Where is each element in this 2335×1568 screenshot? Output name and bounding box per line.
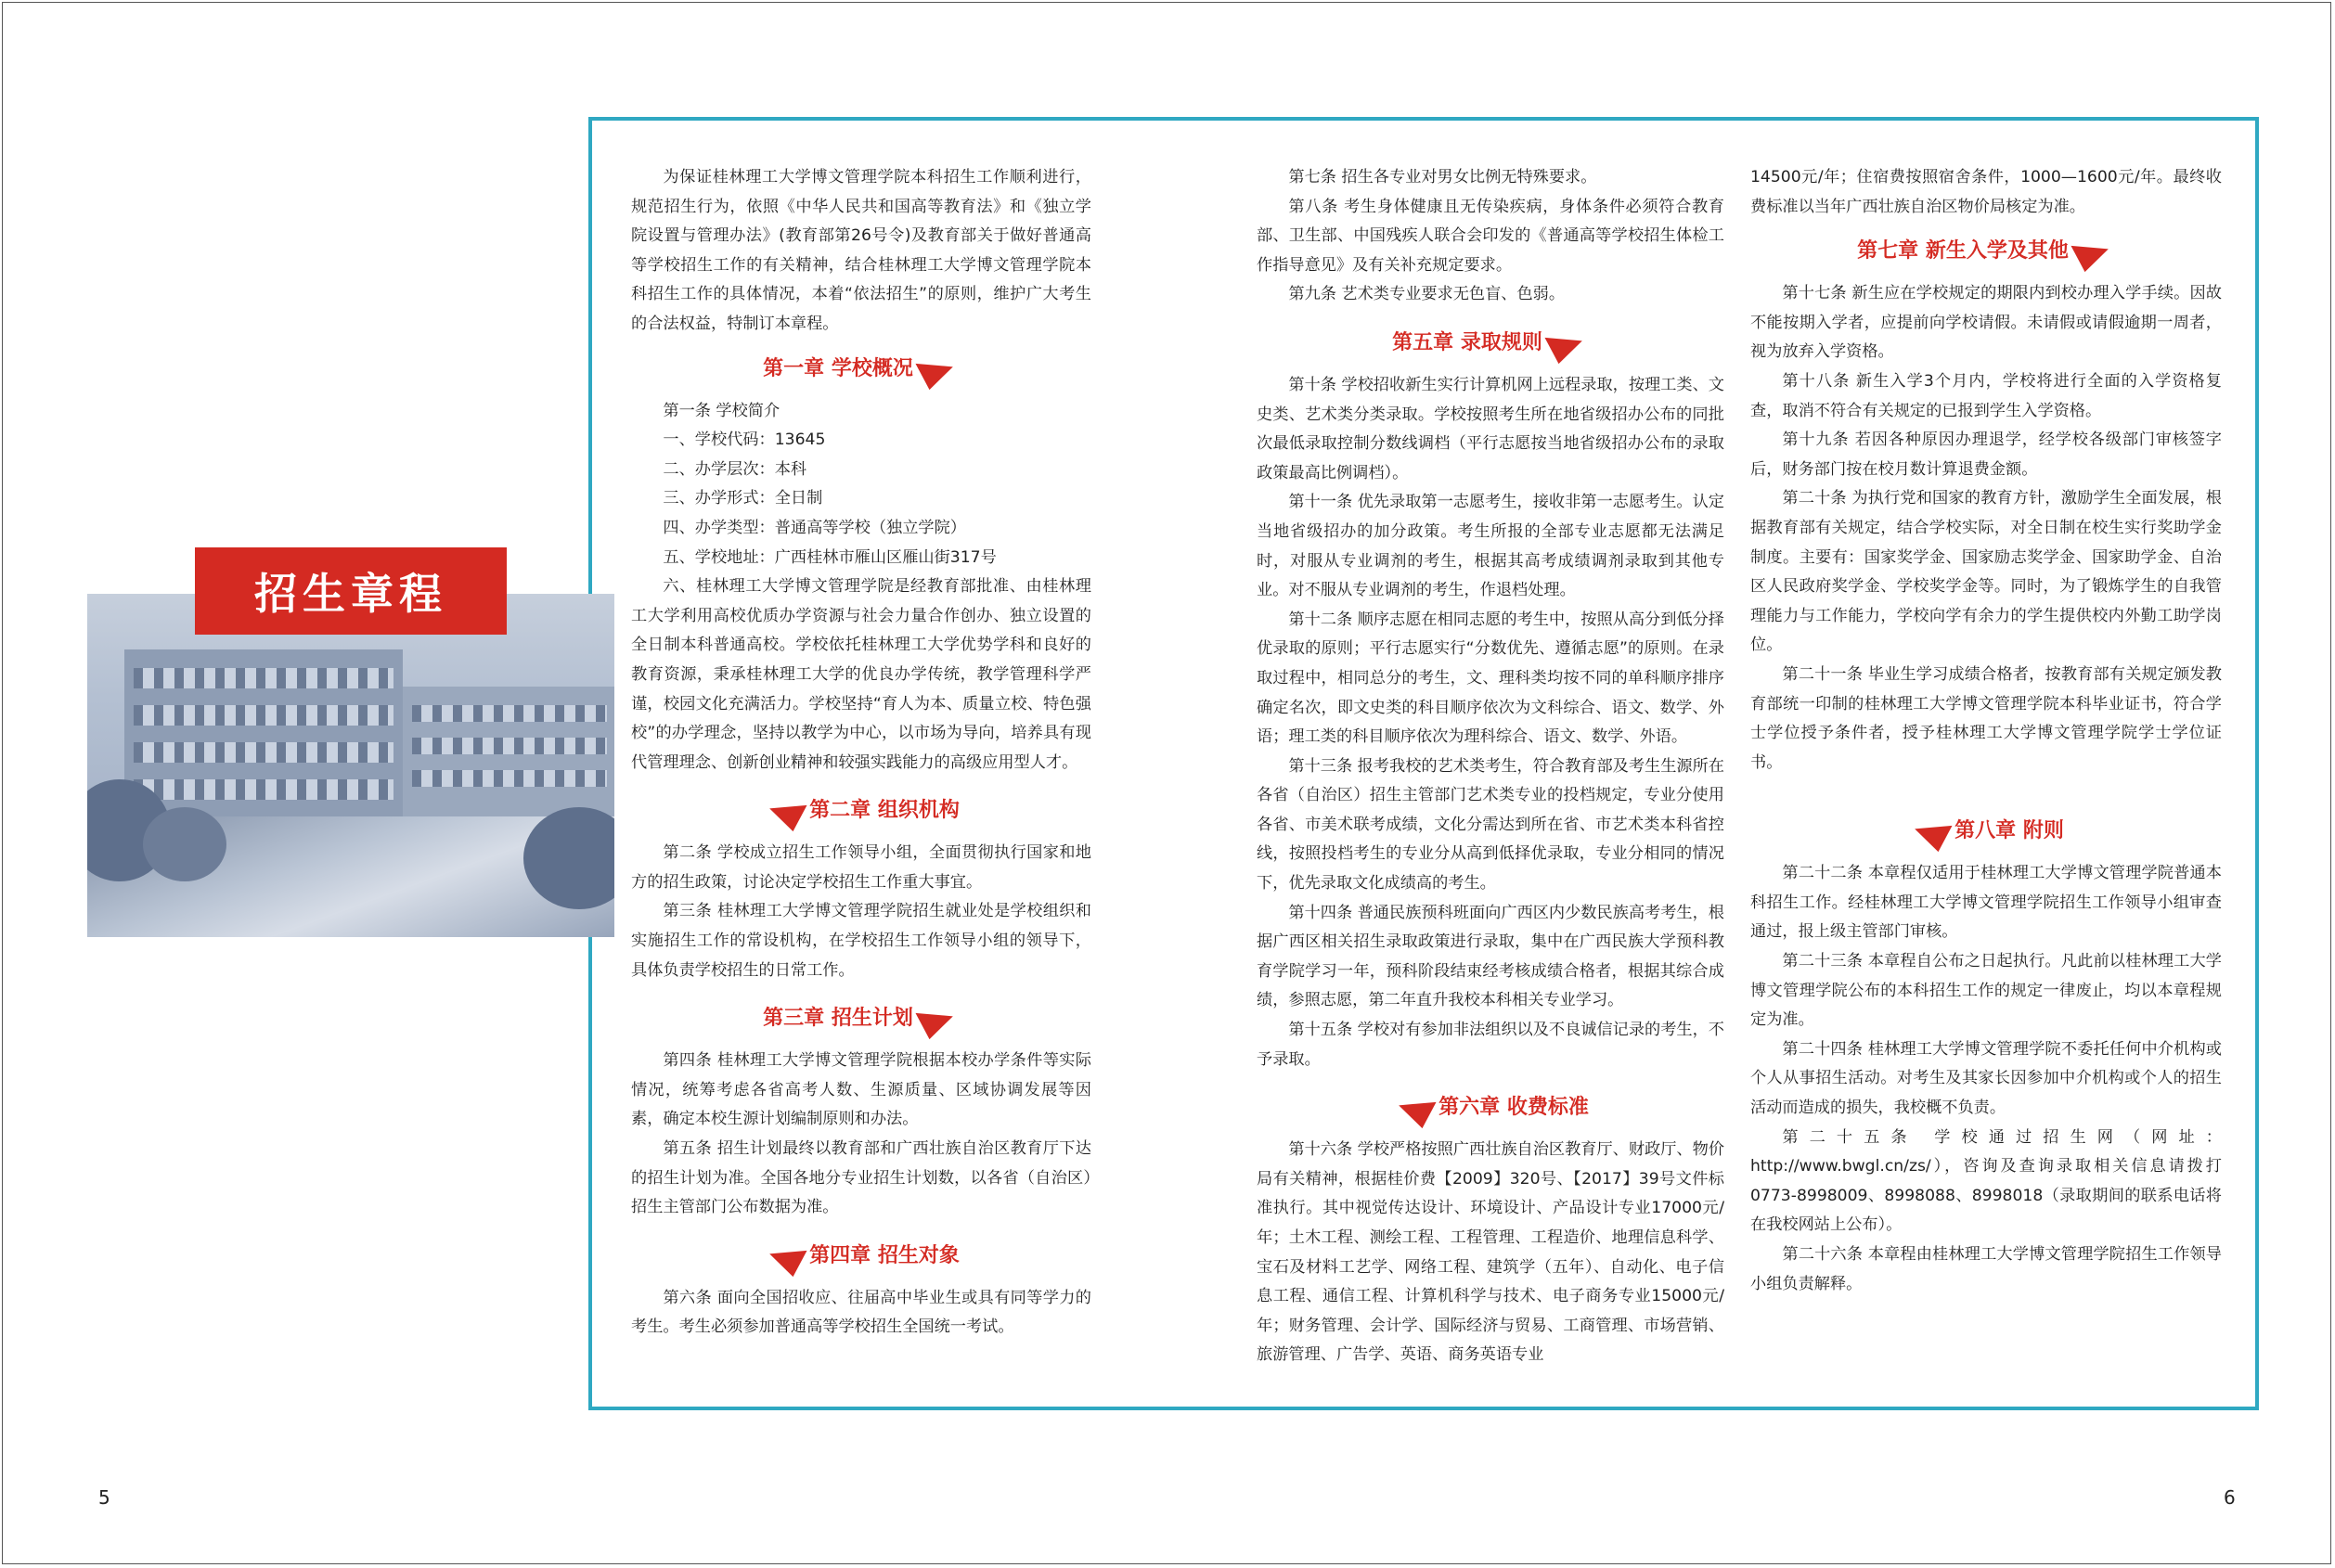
flag-icon	[766, 790, 807, 831]
flag-icon	[1911, 811, 1953, 852]
article-14: 第十四条 普通民族预科班面向广西区内少数民族高考考生，根据广西区相关招生录取政策进行录取，集中在广西民族大学预科教育学院学习一年，预科阶段结束经考核成绩合格者，根据其综合成绩，参照志愿，第二年直升我校本科相关专业学习。	[1257, 903, 1724, 1010]
article-25: 第二十五条 学校通过招生网（网址：http://www.bwgl.cn/zs/），咨询及查询录取相关信息请拨打0773-8998009、8998088、8998018（录取期间的联系电话将在我校网站上公布）。	[1750, 1127, 2222, 1235]
article-12: 第十二条 顺序志愿在相同志愿的考生中，按照从高分到低分择优录取的原则；平行志愿实行“分数优先、遵循志愿”的原则。在录取过程中，相同总分的考生，文、理科类均按不同的单科顺序排序确定名次，即文史类的科目顺序依次为文科综合、语文、数学、外语；理工类的科目顺序依次为理科综合、语文、数学、外语。	[1257, 610, 1724, 747]
ch1-line: 四、办学类型：普通高等学校（独立学院）	[663, 518, 966, 537]
article-23: 第二十三条 本章程自公布之日起执行。凡此前以桂林理工大学博文管理学院公布的本科招生工作的规定一律废止，均以本章程规定为准。	[1750, 952, 2222, 1030]
flag-icon	[1544, 323, 1586, 364]
chapter-3-heading: 第三章 招生计划	[631, 998, 1091, 1039]
article-19: 第十九条 若因各种原因办理退学，经学校各级部门审核签字后，财务部门按在校月数计算退费金额。	[1750, 431, 2222, 479]
article-16: 第十六条 学校严格按照广西壮族自治区教育厅、财政厅、物价局有关精神，根据桂价费【2009】320号、【2017】39号文件标准执行。其中视觉传达设计、环境设计、产品设计专业17000元/年；土木工程、测绘工程、工程管理、工程造价、地理信息科学、宝石及材料工艺学、网络工程、建筑学（五年）、自动化、电子信息工程、通信工程、计算机科学与技术、电子商务专业15000元/年；财务管理、会计学、国际经济与贸易、工商管理、市场营销、旅游管理、广告学、英语、商务英语专业	[1257, 1140, 1724, 1365]
article-8: 第八条 考生身体健康且无传染疾病，身体条件必须符合教育部、卫生部、中国残疾人联合会印发的《普通高等学校招生体检工作指导意见》及有关补充规定要求。	[1257, 197, 1724, 275]
ch1-line: 五、学校地址：广西桂林市雁山区雁山街317号	[663, 547, 997, 567]
ch1-line: 三、办学形式：全日制	[663, 489, 823, 508]
article-5: 第五条 招生计划最终以教育部和广西壮族自治区教育厅下达的招生计划为准。全国各地分专业招生计划数，以各省（自治区）招生主管部门公布数据为准。	[631, 1139, 1091, 1217]
article-2: 第二条 学校成立招生工作领导小组，全面贯彻执行国家和地方的招生政策，讨论决定学校招生工作重大事宜。	[631, 843, 1091, 892]
article-13: 第十三条 报考我校的艺术类考生，符合教育部及考生生源所在各省（自治区）招生主管部门艺术类专业的投档规定，专业分使用各省、市美术联考成绩，文化分需达到所在省、市艺术类本科省控线，按照投档考生的专业分从高到低择优录取，专业分相同的情况下，优先录取文化成绩高的考生。	[1257, 756, 1724, 893]
article-16-continued: 14500元/年；住宿费按照宿舍条件，1000—1600元/年。最终收费标准以当年广西壮族自治区物价局核定为准。	[1750, 168, 2222, 216]
article-26: 第二十六条 本章程由桂林理工大学博文管理学院招生工作领导小组负责解释。	[1750, 1245, 2222, 1293]
chapter-1-heading: 第一章 学校概况	[631, 349, 1091, 390]
chapter-7-heading: 第七章 新生入学及其他	[1750, 231, 2222, 272]
column-3	[1750, 163, 2222, 1299]
article-7: 第七条 招生各专业对男女比例无特殊要求。	[1288, 168, 1597, 186]
ch1-paragraph-6: 六、桂林理工大学博文管理学院是经教育部批准、由桂林理工大学利用高校优质办学资源与社会力量合作创办、独立设置的全日制本科普通高校。学校依托桂林理工大学优势学科和良好的教育资源，秉承桂林理工大学的优良办学传统，教学管理科学严谨，校园文化充满活力。学校坚持“育人为本、质量立校、特色强校”的办学理念，坚持以教学为中心，以市场为导向，培养具有现代管理理念、创新创业精神和较强实践能力的高级应用型人才。	[631, 577, 1091, 772]
flag-icon	[2071, 231, 2112, 272]
article-24: 第二十四条 桂林理工大学博文管理学院不委托任何中介机构或个人从事招生活动。对考生及其家长因参加中介机构或个人的招生活动而造成的损失，我校概不负责。	[1750, 1039, 2222, 1118]
page-number-left: 5	[98, 1486, 110, 1509]
article-15: 第十五条 学校对有参加非法组织以及不良诚信记录的考生，不予录取。	[1257, 1021, 1724, 1069]
page-number-right: 6	[2224, 1486, 2236, 1509]
flag-icon	[766, 1236, 807, 1277]
article-3: 第三条 桂林理工大学博文管理学院招生就业处是学校组织和实施招生工作的常设机构，在学校招生工作领导小组的领导下，具体负责学校招生的日常工作。	[631, 902, 1091, 980]
flag-icon	[915, 998, 957, 1039]
article-11: 第十一条 优先录取第一志愿考生，接收非第一志愿考生。认定当地省级招办的加分政策。考生所报的全部专业志愿都无法满足时，对服从专业调剂的考生，根据其高考成绩调剂录取到其他专业。对不服从专业调剂的考生，作退档处理。	[1257, 493, 1724, 600]
article-4: 第四条 桂林理工大学博文管理学院根据本校办学条件等实际情况，统筹考虑各省高考人数、生源质量、区域协调发展等因素，确定本校生源计划编制原则和办法。	[631, 1051, 1091, 1129]
article-6: 第六条 面向全国招收应、往届高中毕业生或具有同等学力的考生。考生必须参加普通高等学校招生全国统一考试。	[631, 1288, 1091, 1337]
intro-paragraph: 为保证桂林理工大学博文管理学院本科招生工作顺利进行，规范招生行为，依照《中华人民共和国高等教育法》和《独立学院设置与管理办法》(教育部第26号令)及教育部关于做好普通高等学校招生工作的有关精神，结合桂林理工大学博文管理学院本科招生工作的具体情况，本着“依法招生”的原则，维护广大考生的合法权益，特制订本章程。	[631, 168, 1091, 333]
article-18: 第十八条 新生入学3个月内，学校将进行全面的入学资格复查，取消不符合有关规定的已报到学生入学资格。	[1750, 371, 2222, 420]
chapter-4-heading: 第四章 招生对象	[631, 1236, 1091, 1277]
article-21: 第二十一条 毕业生学习成绩合格者，按教育部有关规定颁发教育部统一印制的桂林理工大学博文管理学院本科毕业证书，符合学士学位授予条件者，授予桂林理工大学博文管理学院学士学位证书。	[1750, 664, 2222, 772]
article-22: 第二十二条 本章程仅适用于桂林理工大学博文管理学院普通本科招生工作。经桂林理工大学博文管理学院招生工作领导小组审查通过，报上级主管部门审核。	[1750, 864, 2222, 942]
title-banner: 招生章程	[195, 547, 507, 635]
chapter-2-heading: 第二章 组织机构	[631, 790, 1091, 831]
flag-icon	[915, 348, 957, 389]
column-1	[631, 163, 1091, 1343]
article-20: 第二十条 为执行党和国家的教育方针，激励学生全面发展，根据教育部有关规定，结合学校实际，对全日制在校生实行奖助学金制度。主要有：国家奖学金、国家励志奖学金、国家助学金、自治区人民政府奖学金、学校奖学金等。同时，为了锻炼学生的自我管理能力与工作能力，学校向学有余力的学生提供校内外勤工助学岗位。	[1750, 489, 2222, 655]
chapter-5-heading: 第五章 录取规则	[1257, 323, 1724, 364]
ch1-line: 第一条 学校简介	[663, 401, 780, 420]
article-9: 第九条 艺术类专业要求无色盲、色弱。	[1288, 285, 1566, 304]
campus-photo	[87, 594, 614, 937]
column-2	[1257, 163, 1724, 1370]
flag-icon	[1395, 1087, 1437, 1128]
article-10: 第十条 学校招收新生实行计算机网上远程录取，按理工类、文史类、艺术类分类录取。学校按照考生所在地省级招办公布的同批次最低录取控制分数线调档（平行志愿按当地省级招办公布的录取政策最高比例调档）。	[1257, 375, 1724, 482]
article-17: 第十七条 新生应在学校规定的期限内到校办理入学手续。因故不能按期入学者，应提前向学校请假。未请假或请假逾期一周者，视为放弃入学资格。	[1750, 284, 2222, 362]
chapter-6-heading: 第六章 收费标准	[1257, 1087, 1724, 1128]
chapter-8-heading: 第八章 附则	[1750, 811, 2222, 852]
ch1-line: 一、学校代码：13645	[663, 431, 826, 450]
ch1-line: 二、办学层次：本科	[663, 459, 807, 479]
